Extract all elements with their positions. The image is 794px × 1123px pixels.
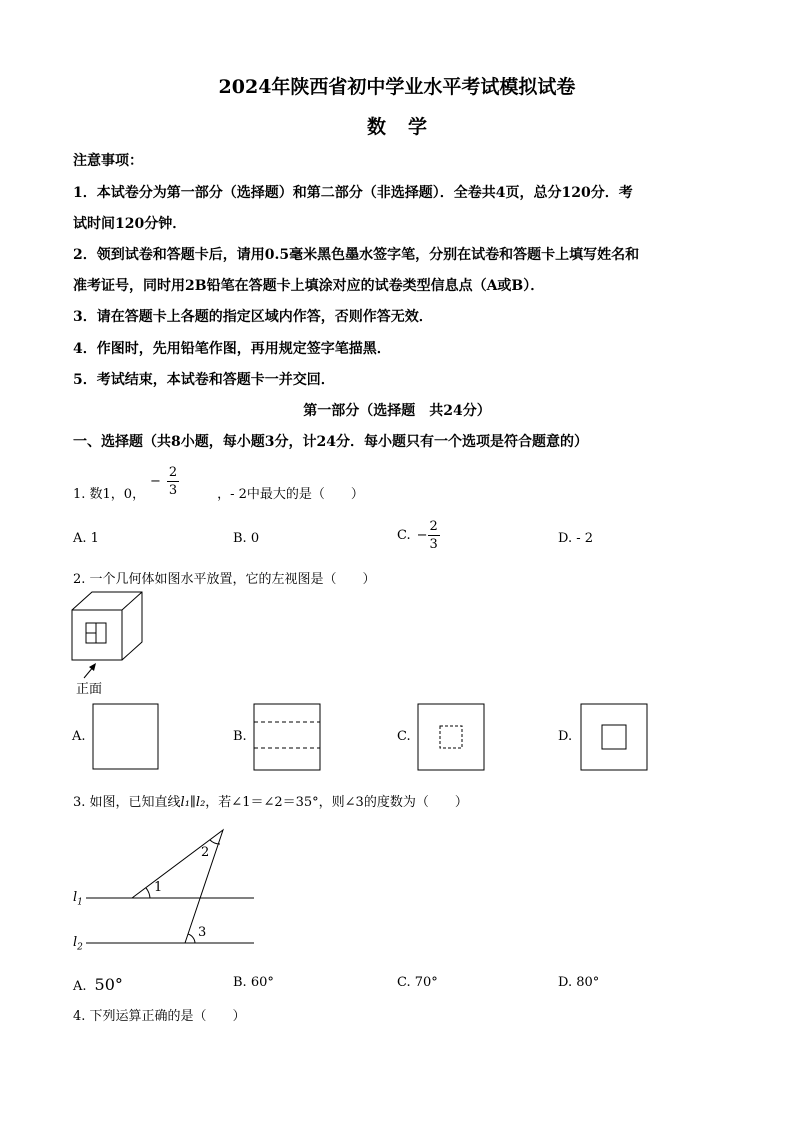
q3-option-c: C. 70°: [397, 975, 438, 990]
subject-title: 数学: [366, 116, 449, 138]
q2-option-c: C.: [397, 729, 411, 744]
q1-stem-prefix: 1. 数1，0，: [73, 486, 146, 502]
q3-stem-prefix: 3. 如图，已知直线: [73, 795, 181, 810]
triangle-lines: [132, 830, 223, 943]
q1-opt-c-label: C.: [397, 528, 411, 543]
label-l1: [73, 890, 83, 908]
q3-opt-a-label: A.: [73, 979, 87, 994]
q1-option-c: [397, 520, 440, 551]
q1-frac: [167, 466, 179, 497]
q1-opt-c-sign: −: [416, 528, 428, 543]
note-line: 准考证号，同时用2B铅笔在答题卡上填涂对应的试卷类型信息点（A或B）．: [73, 278, 545, 294]
q3-option-d: D. 80°: [558, 975, 600, 990]
q3-opt-a-value: 50°: [94, 975, 123, 994]
question-4-stem: 4. 下列运算正确的是（ ）: [73, 1009, 246, 1024]
page-title: 2024年陕西省初中学业水平考试模拟试卷: [218, 76, 576, 98]
q2-c-dashed-square: [440, 726, 462, 748]
part1-heading: 第一部分（选择题 共24分）: [303, 403, 491, 419]
q1-frac-den: 3: [168, 483, 178, 498]
label-l2-text: l: [73, 935, 78, 950]
cube-back-edges: [72, 592, 142, 660]
q3-stem-lines: l₁∥l₂: [180, 795, 206, 810]
q1-opt-c-frac: [428, 520, 440, 551]
note-line: 2．领到试卷和答题卡后，请用0.5毫米黑色墨水签字笔，分别在试卷和答题卡上填写姓名和: [73, 247, 640, 263]
q1-fraction: [150, 466, 179, 497]
q2-option-b: B.: [233, 729, 247, 744]
note-line: 5．考试结束，本试卷和答题卡一并交回．: [73, 372, 335, 388]
q3-option-a: [73, 975, 123, 994]
note-line: 3．请在答题卡上各题的指定区域内作答，否则作答无效．: [73, 309, 433, 325]
angle-1-label: 1: [154, 880, 163, 895]
label-l2-sub: 2: [77, 942, 83, 953]
q2-c-square: [418, 704, 484, 770]
notes-heading: 注意事项：: [73, 153, 143, 169]
note-line: 1．本试卷分为第一部分（选择题）和第二部分（非选择题）．全卷共4页，总分120分．考: [73, 185, 633, 201]
question-2-stem: 2. 一个几何体如图水平放置，它的左视图是（ ）: [73, 572, 376, 587]
q2-figure-a: [92, 703, 160, 771]
q1-stem-suffix: ，- 2中最大的是（ ）: [217, 486, 364, 502]
note-line: 试时间120分钟．: [73, 216, 187, 232]
q2-option-d: D.: [558, 729, 573, 744]
q2-figure-c: [417, 703, 487, 773]
angle-3-label: 3: [198, 925, 207, 940]
angle-3-arc: [188, 934, 195, 943]
q2-d-square: [581, 704, 647, 770]
front-arrow-head: [89, 663, 96, 671]
question-3-stem: [73, 791, 468, 810]
q2-figure-d: [580, 703, 650, 773]
q1-opt-c-num: 2: [429, 519, 438, 534]
front-label: 正面: [76, 682, 103, 697]
note-line: 4．作图时，先用铅笔作图，再用规定签字笔描黑．: [73, 341, 391, 357]
section-heading: 一、选择题（共8小题，每小题3分，计24分．每小题只有一个选项是符合题意的）: [73, 434, 588, 450]
q2-a-square: [93, 704, 158, 769]
q2-b-square: [254, 704, 320, 770]
q2-d-inner-square: [602, 725, 626, 749]
q1-opt-c-den: 3: [429, 537, 438, 552]
q1-option-a: A. 1: [73, 531, 99, 546]
label-l1-sub: 1: [77, 897, 83, 908]
q2-figure-b: [253, 703, 323, 773]
angle-2-label: 2: [201, 845, 210, 860]
q1-frac-num: 2: [168, 465, 178, 480]
q1-option-b: B. 0: [233, 531, 260, 546]
q3-figure: [70, 815, 270, 955]
cube-front-face: [72, 610, 122, 660]
q3-option-b: B. 60°: [233, 975, 274, 990]
question-1-stem: [73, 466, 364, 518]
label-l1-text: l: [73, 890, 78, 905]
label-l2: [73, 935, 83, 953]
cube-edge: [122, 592, 142, 610]
angle-1-arc: [146, 888, 150, 898]
q3-stem-suffix: ，若∠1＝∠2＝35°，则∠3的度数为（ ）: [205, 795, 468, 810]
q1-frac-sign: −: [150, 474, 161, 489]
q1-option-d: D. - 2: [558, 531, 594, 546]
q2-option-a: A.: [72, 729, 86, 744]
